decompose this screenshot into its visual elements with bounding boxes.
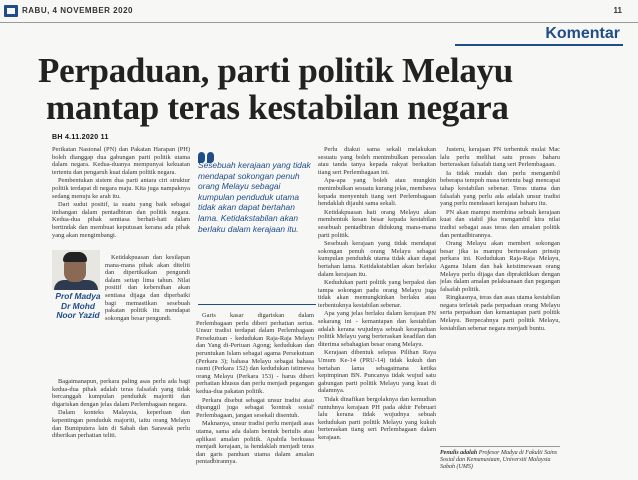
newspaper-logo-icon: [4, 5, 18, 17]
paragraph: Sesebuah kerajaan yang tidak mendapat sokongan penuh orang Melayu sebagai kumpulan penduduk utama tidak akan dapat bertahan lama. Ketidakstabilan akan berlaku dalam kerajaan itu.: [318, 240, 436, 278]
paragraph: Kerajaan dibentuk selepas Pilihan Raya Umum Ke-14 (PRU-14) tidak kukuh dan bertahan lama sebagaimana ketika kepimpinan BN. Puncanya tidak wujud satu gabungan parti politik Melayu yang kuat di dalamnya.: [318, 349, 436, 395]
paragraph: Tidak dinafikan bergolaknya dan kemudian runtuhnya kerajaan PH pada akhir Februari lalu kerana tidak wujudnya sebuah kedudukan parti politik Melayu yang kukuh berteraskan tiang seri Perlembagaan dalam kerajaan.: [318, 396, 436, 441]
paragraph: Dari sudut positif, ia suatu yang baik sebagai imbangan dalam pentadbiran dan politik negara. Kedua-dua pihak sentiasa berhati-hati dalam bertindak dan membuat keputusan kerana ada pihak yang akan mengimbangi.: [52, 201, 190, 239]
headline: [38, 52, 628, 126]
column-1-middle: [105, 254, 190, 378]
paragraph: Pembentukan sistem dua parti antara ciri struktur politik terdapat di negara maju. Kita juga nampaknya sedang menuju ke arah itu.: [52, 177, 190, 200]
author-name-1: Dr Mohd: [61, 300, 95, 311]
column-1-top: [52, 146, 190, 254]
paragraph: Apa yang jelas berlaku dalam kerajaan PN sekarang ini - kemantapan dan kestabilan adalah kerana wujudnya sebuah kesepaduan politik Melayu yang berteraskan keadilan dan diterima sebahagian besar orang Melayu.: [318, 310, 436, 348]
paragraph: Kedudukan parti politik yang berpaksi dan tampa sokongan padu orang Melayu juga tidak akan memungkinkan berlaku atau terbentuknya kestabilan sebenar.: [318, 279, 436, 309]
section-underline: [455, 44, 623, 46]
column-3: [318, 146, 436, 474]
column-1-bottom: [52, 378, 190, 474]
paragraph: Ringkasnya, teras dan asas utama kestabilan negara terletak pada perpaduan orang Melayu serta perpaduan dan kemantapan parti politik Melayu. Berpecahnya parti politik Melayu, kestabilan sebenar negara menjadi buntu.: [440, 294, 560, 332]
author-name-2: Noor Yazid: [56, 310, 100, 321]
headline-line-2: mantap teras kestabilan negara: [46, 88, 509, 127]
paragraph: Garis kasar digariskan dalam Perlembagaan perlu diberi perhatian serius. Unsur tradisi terdapat dalam Perlembagaan Persekutuan - kedudukan Raja-Raja Melayu dan Yang di-Pertuan Agong; kedudukan dan peruntukan Islam sebagai agama Persekutuan (Perkara 3); bahasa Melayu sebagai bahasa rasmi (Perkara 152) dan kedudukan istimewa orang Melayu (Perkara 153) - harus diberi perhatian khusus dan perlu menjadi pegangan kedua-dua pakatan politik.: [196, 312, 314, 395]
paragraph: Dalam konteks Malaysia, keperluan dan kepentingan penduduk majoriti, iaitu orang Melayu dan Bumiputera lain di Sabah dan Sarawak perlu diberikan perhatian teliti.: [52, 409, 190, 440]
credit-label: Penulis adalah: [440, 450, 478, 456]
paragraph: Ketidakpuasan dan kesilapan mana-mana pihak akan diteliti dan dipertikaikan pengundi dalam setiap lima tahun. Nilai positif dan kebersihan akan sentiasa dijaga dan diperbaiki bagi memastikan sesebuah pakatan politik itu mendapat sokongan besar pengundi.: [105, 254, 190, 322]
paragraph: Orang Melayu akan memberi sokongan besar jika ia mampu berteraskan prinsip perkara ini. Kedudukan Raja-Raja Melayu, Agama Islam dan hak keistimewaan orang Melayu perlu dijaga dan dipraktikkan dengan jelas dalam amalan pelaksanaan dan pegangan falsafah politik.: [440, 240, 560, 293]
paragraph: Bagaimanapun, perkara paling asas perlu ada bagi kedua-dua pihak adalah teras falsafah yang tidak bercanggah kumpulan penduduk majoriti dan digariskan dengan jelas dalam Perlembagaan negara.: [52, 378, 190, 408]
headline-line-1: Perpaduan, parti politik Melayu: [38, 51, 513, 90]
author-byline: [52, 292, 104, 321]
paragraph: Perlu diakui sama sekali melakukan sesuatu yang boleh menimbulkan persoalan atau tanda tanya kepada rakyat berkaitan tiang seri Perlembagaan ini.: [318, 146, 436, 176]
author-credit: [440, 446, 560, 472]
author-title: Prof Madya: [55, 291, 101, 301]
top-divider: [0, 22, 638, 23]
paragraph: Maknanya, unsur tradisi perlu menjadi asas utama, sama ada dalam bentuk bertulis atau aplikasi amalan politik. Apabila berkuasa menjadi kerajaan, ia hendaklah menjadi teras dan garis panduan utama dalam amalan pentadbirannya.: [196, 420, 314, 466]
column-4: [440, 146, 560, 444]
column-2: [196, 312, 314, 474]
date-stamp: BH 4.11.2020 11: [52, 134, 109, 141]
paragraph: Justeru, kerajaan PN terbentuk mulai Mac lalu perlu melihat satu proses baharu berteraskan falsafah tiang seri Perlembagaan.: [440, 146, 560, 169]
pull-quote: Sesebuah kerajaan yang tidak mendapat sokongan penuh orang Melayu sebagai kumpulan penduduk utama tidak akan dapat bertahan lama. Ketidakstabilan akan berlaku dalam kerajaan itu.: [198, 160, 311, 234]
credit-text: Profesor Madya di Fakulti Sains Sosial dan Kemanusiaan, Universiti Malaysia Sabah (UMS): [440, 450, 558, 471]
paragraph: PN akan mampu membina sebuah kerajaan kuat dan stabil jika mengambil kira nilai tradisi sebagai asas teras dan amalan politik dan pentadbirannya.: [440, 208, 560, 239]
paragraph: Perkara disebut sebagai unsur tradisi atau dipanggil juga sebagai 'kontrak sosial' Perlembagaan, jangan sesekali disentuh.: [196, 396, 314, 419]
dateline: RABU, 4 NOVEMBER 2020: [22, 6, 133, 15]
pull-quote-divider: [198, 304, 316, 305]
paragraph: Apa-apa yang boleh atau mungkin menimbulkan sesuatu kurang jelas, membawa kepada menyentuh tiang seri Perlembagaan hendaklah dijauhi sama sekali.: [318, 177, 436, 208]
section-label: Komentar: [545, 25, 620, 42]
masthead: [0, 0, 638, 22]
paragraph: Ketidakpuasan hati orang Melayu akan membentuk kesan besar kepada kestabilan sesebuah pentadbiran didukung mana-mana parti politik.: [318, 208, 436, 239]
paragraph: Ia tidak mudah dan perlu mengambil beberapa tempoh masa tertentu bagi mencapai tahap kestabilan sebenar. Teras utama dan falsafah yang perlu ada adalah unsur tradisi yang perlu mendasari kerajaan baharu itu.: [440, 169, 560, 208]
paragraph: Perikatan Nasional (PN) dan Pakatan Harapan (PH) boleh dianggap dua gabungan parti politik utama dalam negara. Kedua-duanya mempunyai kekuatan tertentu dan pengaruh kuat dalam politik negara.: [52, 146, 190, 176]
page-number: 11: [613, 6, 622, 15]
author-photo: [52, 250, 100, 290]
